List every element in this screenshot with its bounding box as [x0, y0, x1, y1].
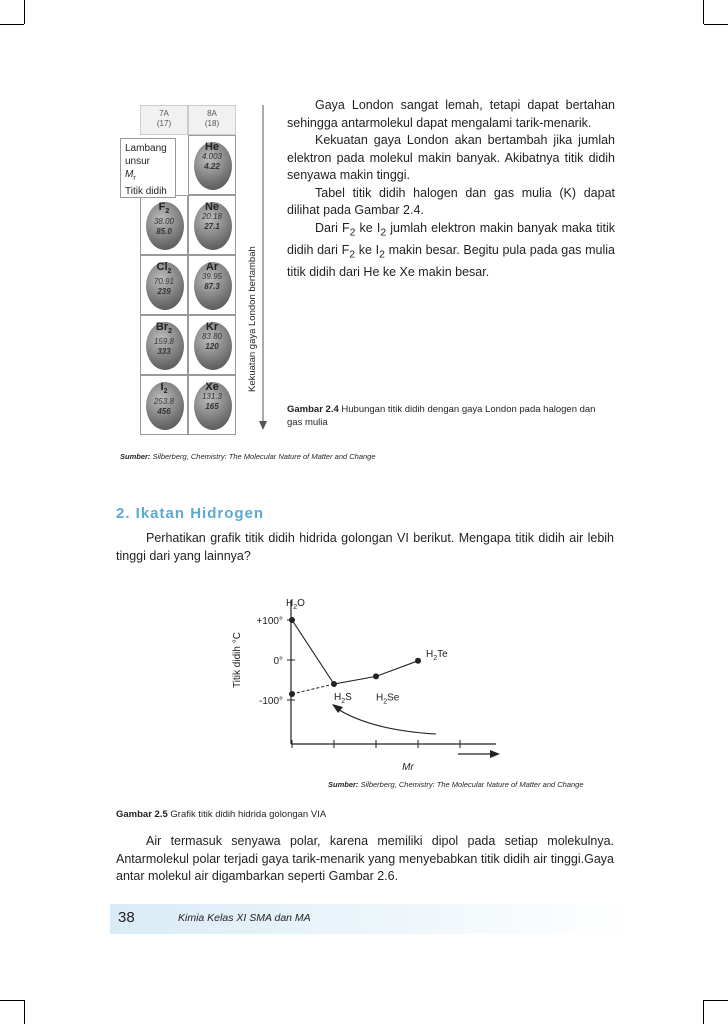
element-symbol: $I_2$ — [160, 381, 168, 396]
point-label: $H_2Te$ — [426, 648, 448, 662]
section-intro: Perhatikan grafik titik didih hidrida golongan VI berikut. Mengapa titik didih air lebih tinggi dari yang lainnya? — [116, 531, 614, 563]
text-column-right — [287, 97, 615, 281]
element-mr: 159.8 — [153, 337, 175, 347]
element-boiling-point: 333 — [157, 347, 171, 357]
data-point — [289, 617, 295, 623]
element-mr: 131.3 — [201, 392, 223, 401]
element-boiling-point: 239 — [157, 287, 171, 297]
element-boiling-point: 165 — [205, 402, 219, 411]
figure-2-4-caption: Gambar 2.4 Hubungan titik didih dengan gaya London pada halogen dan gas mulia — [287, 404, 596, 428]
element-mr: 39.95 — [201, 272, 223, 281]
element-boiling-point: 85.0 — [156, 227, 172, 237]
book-title: Kimia Kelas XI SMA dan MA — [178, 912, 311, 924]
series-line — [292, 620, 418, 684]
y-axis-label: Titik didih °C — [232, 632, 243, 688]
extrapolation-line — [292, 684, 334, 694]
element-cell — [188, 315, 236, 375]
element-symbol: He — [204, 141, 220, 153]
x-axis-label: Mr — [402, 762, 414, 773]
paragraph: Tabel titik didih halogen dan gas mulia (K) dapat dilihat pada Gambar 2.4. — [287, 185, 615, 217]
element-mr: 20.18 — [201, 212, 223, 221]
element-cell — [140, 315, 188, 375]
element-mr: 4.003 — [201, 152, 223, 161]
closing-paragraph: Air termasuk senyawa polar, karena memiliki dipol pada setiap molekulnya. Antarmolekul polar terjadi gaya tarik-menarik yang menyebabkan titik didih air tinggi.Gaya antar molekul air digambarkan seperti Gambar 2.6. — [116, 834, 614, 883]
element-data — [141, 196, 187, 237]
crop-mark — [24, 1000, 25, 1024]
legend-element: unsur — [125, 156, 151, 167]
element-data — [141, 256, 187, 297]
data-point — [331, 681, 337, 687]
london-arrow — [258, 105, 268, 430]
element-symbol: $Br_2$ — [155, 321, 173, 336]
x-arrow-head — [490, 750, 500, 758]
element-boiling-point: 27.1 — [204, 222, 220, 231]
element-boiling-point: 120 — [205, 342, 219, 351]
figure-2-4-source: Sumber: Silberberg, Chemistry: The Molecular Nature of Matter and Change — [120, 452, 376, 461]
element-mr: 70.91 — [153, 277, 175, 287]
element-data — [189, 316, 235, 352]
element-data — [141, 376, 187, 417]
point-label: $H_2O$ — [286, 598, 305, 611]
section-heading-wrap — [116, 505, 264, 522]
boiling-point-chart — [200, 590, 630, 790]
group-header: 8A (18) — [188, 105, 236, 135]
legend-box — [120, 138, 176, 198]
element-cell — [140, 255, 188, 315]
point-label: $H_2Se$ — [376, 692, 400, 706]
crop-mark — [704, 24, 728, 25]
element-symbol: Ar — [205, 261, 219, 273]
crop-mark — [703, 0, 704, 24]
paragraph: Gaya London sangat lemah, tetapi dapat bertahan sehingga antarmolekul dapat mengalami tarik-menarik. — [287, 98, 615, 130]
element-data — [189, 136, 235, 172]
legend-mr: $M_r$ — [125, 169, 136, 182]
legend-symbol: Lambang — [125, 143, 167, 154]
crop-mark — [704, 1000, 728, 1001]
y-tick-label: +100° — [256, 616, 283, 627]
y-tick-label: -100° — [258, 696, 283, 707]
noble-gas-column — [188, 105, 236, 435]
page-number: 38 — [118, 909, 135, 926]
element-symbol: Ne — [204, 201, 220, 213]
element-cell — [188, 135, 236, 195]
y-tick-label: 0° — [273, 656, 283, 667]
element-mr: 83.80 — [201, 332, 223, 341]
element-cell — [188, 255, 236, 315]
crop-mark — [24, 0, 25, 24]
element-symbol: Kr — [205, 321, 219, 333]
crop-mark — [703, 1000, 704, 1024]
element-data — [189, 196, 235, 232]
element-mr: 253.8 — [153, 397, 175, 407]
element-cell — [140, 195, 188, 255]
paragraph: Dari $F_2$ ke $I_2$ jumlah elektron makin banyak maka titik didih dari $F_2$ ke $I_2$ makin besar. Begitu pula pada gas mulia titik didih dari He ke Xe makin besar. — [287, 220, 615, 279]
point-label: $H_2S$ — [334, 692, 352, 705]
crop-mark — [0, 1000, 24, 1001]
crop-mark — [0, 24, 24, 25]
element-cell — [140, 375, 188, 435]
element-mr: 38.00 — [153, 217, 175, 227]
element-boiling-point: 87.3 — [204, 282, 220, 291]
element-symbol: Xe — [205, 381, 219, 393]
data-point — [415, 658, 421, 664]
element-boiling-point: 456 — [157, 407, 171, 417]
element-cell — [188, 375, 236, 435]
trend-arrow-curve — [336, 708, 436, 734]
element-symbol: $Cl_2$ — [156, 261, 172, 276]
data-point — [373, 673, 379, 679]
figure-2-5-source: Sumber: Silberberg, Chemistry: The Molecular Nature of Matter and Change — [328, 780, 584, 789]
group-header: 7A (17) — [140, 105, 188, 135]
element-boiling-point: 4.22 — [204, 162, 220, 171]
section-heading: 2. Ikatan Hidrogen — [116, 505, 265, 522]
element-data — [141, 316, 187, 357]
element-cell — [188, 195, 236, 255]
element-symbol: $F_2$ — [158, 201, 170, 216]
element-data — [189, 256, 235, 292]
element-data — [189, 376, 235, 412]
paragraph: Kekuatan gaya London akan bertambah jika jumlah elektron pada molekul makin banyak. Akibatnya titik didih senyawa makin tinggi. — [287, 133, 615, 182]
london-strength-label: Kekuatan gaya London bertambah — [247, 246, 258, 392]
legend-boiling-point: Titik didih — [125, 186, 167, 197]
figure-2-5-caption: Gambar 2.5 Grafik titik didih hidrida golongan VIA — [116, 809, 327, 820]
extrapolated-point — [289, 691, 295, 697]
